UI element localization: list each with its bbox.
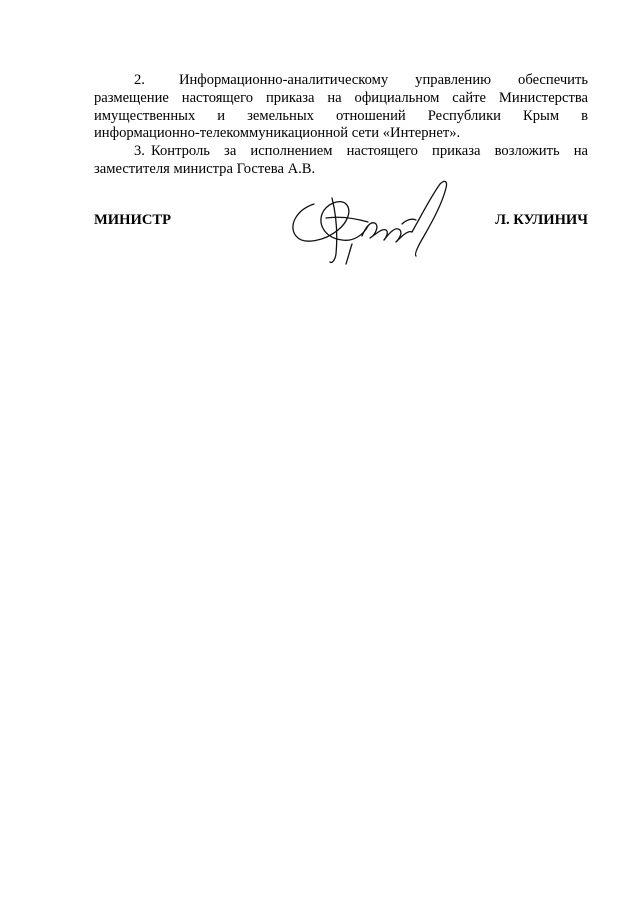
paragraph-2-line-1-text: Информационно-аналитическому управлению обеспечить	[178, 72, 588, 88]
paragraph-3-line-2: заместителя министра Гостева А.В.	[94, 160, 316, 177]
paragraph-2-line-3: имущественных и земельных отношений Республики Крым в	[94, 107, 588, 124]
document-body	[94, 72, 588, 179]
paragraph-2-number: 2.	[134, 72, 145, 88]
paragraph-2-line-2: размещение настоящего приказа на официальном сайте Министерства	[94, 89, 588, 106]
paragraph-3-line-1-text: Контроль за исполнением настоящего приказа возложить на	[150, 143, 588, 160]
signer-name: Л. КУЛИНИЧ	[495, 212, 588, 228]
paragraph-3-number: 3.	[134, 143, 145, 160]
paragraph-2-line-4: информационно-телекоммуникационной сети «Интернет».	[94, 125, 461, 142]
handwritten-signature	[286, 174, 466, 266]
paragraph-3-line-1	[94, 143, 588, 161]
paragraph-2	[94, 72, 588, 143]
paragraph-2-line-1	[94, 72, 588, 90]
signer-role: МИНИСТР	[94, 212, 172, 228]
